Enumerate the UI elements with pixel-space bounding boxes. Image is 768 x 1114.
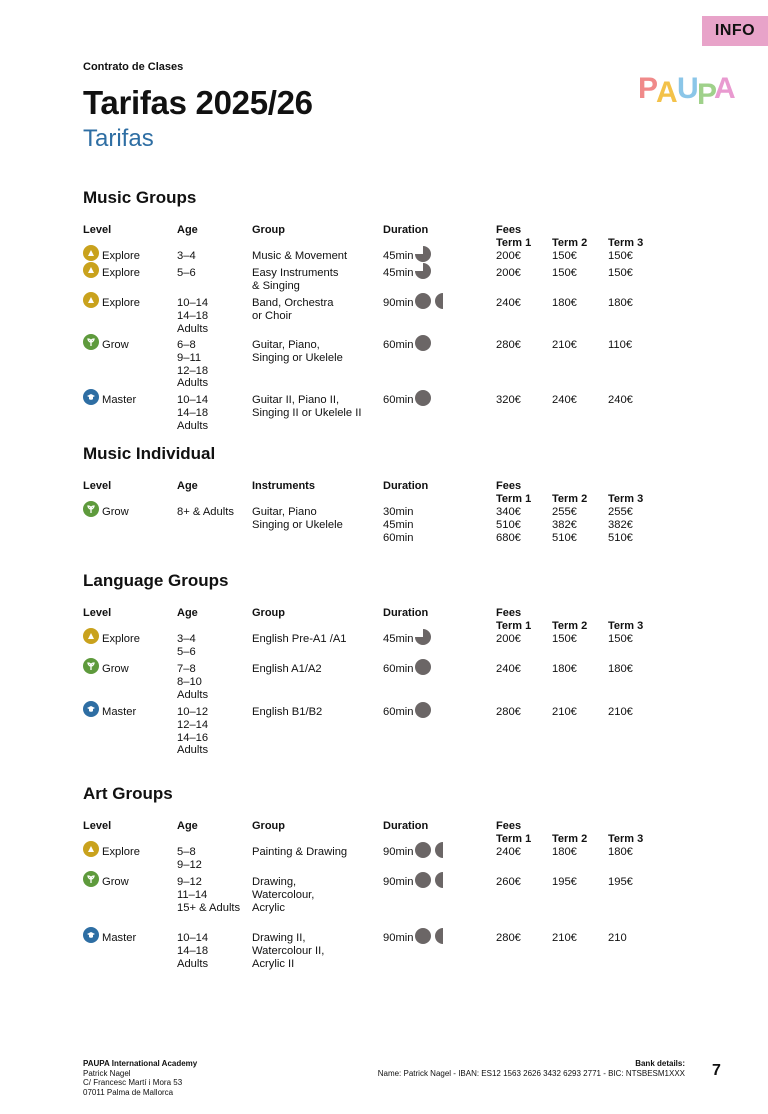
header-term3: Term 3 xyxy=(608,833,644,845)
header-group: Group xyxy=(252,224,285,236)
cell-age: 9–12 11–14 15+ & Adults xyxy=(177,876,241,914)
cell-term1-fee: 240€ xyxy=(496,297,521,309)
footer-bank xyxy=(378,1059,685,1078)
svg-text:P: P xyxy=(697,78,718,111)
section-music-groups xyxy=(83,188,703,432)
header-term1: Term 1 xyxy=(496,237,532,249)
section-music-individual xyxy=(83,444,703,544)
cell-term2-fee: 195€ xyxy=(552,876,577,888)
cell-duration xyxy=(383,846,449,859)
level-label: Explore xyxy=(102,250,140,262)
cell-level xyxy=(83,250,140,263)
master-level-icon xyxy=(83,389,99,405)
header-level: Level xyxy=(83,607,112,619)
cell-level xyxy=(83,394,136,407)
cell-duration xyxy=(383,339,431,352)
svg-text:U: U xyxy=(677,72,699,105)
cell-term3-fee: 150€ xyxy=(608,267,633,279)
cell-age: 10–14 14–18 Adults xyxy=(177,394,209,432)
master-level-icon xyxy=(83,701,99,717)
table-header xyxy=(83,820,703,846)
cell-level xyxy=(83,706,136,719)
cell-term2-fee: 150€ xyxy=(552,633,577,645)
explore-level-icon xyxy=(83,841,99,857)
duration-half-icon xyxy=(433,842,449,858)
table-header xyxy=(83,480,703,506)
section-heading: Art Groups xyxy=(83,784,173,803)
cell-term3-fee: 180€ xyxy=(608,297,633,309)
header-term2: Term 2 xyxy=(552,620,588,632)
header-term1: Term 1 xyxy=(496,493,532,505)
cell-term2-fee: 150€ xyxy=(552,267,577,279)
duration-full-icon xyxy=(415,659,431,675)
cell-term3-fee: 180€ xyxy=(608,663,633,675)
cell-term3-fee: 150€ xyxy=(608,250,633,262)
header-level: Level xyxy=(83,820,112,832)
cell-level xyxy=(83,932,136,945)
level-label: Grow xyxy=(102,876,129,888)
cell-duration xyxy=(383,506,413,544)
cell-term2-fee: 210€ xyxy=(552,932,577,944)
duration-label: 90min xyxy=(383,846,414,858)
duration-full-icon xyxy=(415,928,431,944)
cell-term1-fee: 200€ xyxy=(496,267,521,279)
header-age: Age xyxy=(177,480,198,492)
header-level: Level xyxy=(83,224,112,236)
cell-group: Guitar II, Piano II, Singing II or Ukelele II xyxy=(252,394,362,419)
footer-org: PAUPA International Academy xyxy=(83,1059,198,1068)
footer-city: 07011 Palma de Mallorca xyxy=(83,1087,174,1097)
cell-level xyxy=(83,876,129,889)
cell-age: 10–12 12–14 14–16 Adults xyxy=(177,706,209,757)
cell-level xyxy=(83,846,140,859)
grow-level-icon xyxy=(83,871,99,887)
cell-level xyxy=(83,633,140,646)
page-subtitle: Tarifas xyxy=(83,125,154,152)
level-label: Grow xyxy=(102,506,129,518)
header-term3: Term 3 xyxy=(608,237,644,249)
duration-label: 60min xyxy=(383,394,414,406)
duration-label: 60min xyxy=(383,706,414,718)
grow-level-icon xyxy=(83,658,99,674)
cell-group: English A1/A2 xyxy=(252,663,322,675)
header-fees: Fees xyxy=(496,820,522,832)
explore-level-icon xyxy=(83,292,99,308)
cell-duration xyxy=(383,394,431,407)
cell-term2-fee: 150€ xyxy=(552,250,577,262)
cell-level xyxy=(83,297,140,310)
page-number: 7 xyxy=(712,1062,721,1079)
cell-term2-fee: 240€ xyxy=(552,394,577,406)
header-group: Group xyxy=(252,820,285,832)
cell-term1-fee: 280€ xyxy=(496,339,521,351)
header-duration: Duration xyxy=(383,607,429,619)
duration-half-icon xyxy=(433,928,449,944)
cell-term1-fee: 280€ xyxy=(496,706,521,718)
explore-level-icon xyxy=(83,628,99,644)
duration-full-icon xyxy=(415,842,431,858)
duration-label: 45min xyxy=(383,633,414,645)
duration-three-quarter-icon xyxy=(415,263,431,279)
header-term2: Term 2 xyxy=(552,493,588,505)
cell-duration xyxy=(383,706,431,719)
cell-level xyxy=(83,267,140,280)
table-header xyxy=(83,224,703,250)
cell-age: 5–6 xyxy=(177,267,196,279)
cell-term3-fee: 180€ xyxy=(608,846,633,858)
cell-term3-fee: 210€ xyxy=(608,706,633,718)
cell-term3-fee: 210 xyxy=(608,932,627,944)
page-title: Tarifas 2025/26 xyxy=(83,84,313,121)
header-age: Age xyxy=(177,820,198,832)
explore-level-icon xyxy=(83,245,99,261)
cell-age: 8+ & Adults xyxy=(177,506,234,518)
duration-label: 90min xyxy=(383,297,414,309)
paupa-logo xyxy=(636,64,736,128)
cell-duration xyxy=(383,267,431,280)
cell-term2-fee: 180€ xyxy=(552,297,577,309)
footer-street: C/ Francesc Martí i Mora 53 xyxy=(83,1078,183,1087)
header-fees: Fees xyxy=(496,224,522,236)
cell-term1-fee: 240€ xyxy=(496,846,521,858)
cell-term2-fee: 210€ xyxy=(552,706,577,718)
grow-level-icon xyxy=(83,501,99,517)
cell-level xyxy=(83,339,129,352)
cell-group: Guitar, Piano Singing or Ukelele xyxy=(252,506,343,531)
duration-three-quarter-icon xyxy=(415,246,431,262)
cell-level xyxy=(83,506,129,519)
cell-age: 7–8 8–10 Adults xyxy=(177,663,209,701)
cell-duration xyxy=(383,663,431,676)
cell-group: Painting & Drawing xyxy=(252,846,348,858)
cell-age: 5–8 9–12 xyxy=(177,846,202,871)
cell-term3-fee: 240€ xyxy=(608,394,633,406)
duration-label: 45min xyxy=(383,267,414,279)
level-label: Explore xyxy=(102,297,140,309)
duration-label: 60min xyxy=(383,339,414,351)
cell-age: 3–4 5–6 xyxy=(177,633,196,658)
cell-term2-fee: 255€ 382€ 510€ xyxy=(552,506,577,544)
duration-label: 30min 45min 60min xyxy=(383,506,414,544)
footer-bank-label: Bank details: xyxy=(635,1059,685,1068)
footer-address xyxy=(83,1059,197,1097)
cell-term1-fee: 280€ xyxy=(496,932,521,944)
cell-duration xyxy=(383,876,449,889)
level-label: Master xyxy=(102,394,137,406)
header-duration: Duration xyxy=(383,820,429,832)
header-term2: Term 2 xyxy=(552,833,588,845)
svg-text:A: A xyxy=(714,72,736,105)
cell-level xyxy=(83,663,129,676)
level-label: Grow xyxy=(102,663,129,675)
header-fees: Fees xyxy=(496,480,522,492)
header-term3: Term 3 xyxy=(608,620,644,632)
cell-group: Guitar, Piano, Singing or Ukelele xyxy=(252,339,343,364)
cell-term1-fee: 320€ xyxy=(496,394,521,406)
cell-duration xyxy=(383,633,431,646)
duration-three-quarter-icon xyxy=(415,629,431,645)
level-label: Explore xyxy=(102,846,140,858)
info-tab: INFO xyxy=(702,16,768,46)
cell-term2-fee: 180€ xyxy=(552,663,577,675)
cell-term2-fee: 210€ xyxy=(552,339,577,351)
level-label: Grow xyxy=(102,339,129,351)
header-fees: Fees xyxy=(496,607,522,619)
duration-label: 60min xyxy=(383,663,414,675)
header-age: Age xyxy=(177,224,198,236)
cell-age: 10–14 14–18 Adults xyxy=(177,932,209,970)
header-group: Group xyxy=(252,607,285,619)
header-duration: Duration xyxy=(383,480,429,492)
section-heading: Music Groups xyxy=(83,188,197,207)
cell-term3-fee: 255€ 382€ 510€ xyxy=(608,506,633,544)
explore-level-icon xyxy=(83,262,99,278)
header-term1: Term 1 xyxy=(496,833,532,845)
header-term2: Term 2 xyxy=(552,237,588,249)
duration-full-icon xyxy=(415,872,431,888)
duration-label: 90min xyxy=(383,932,414,944)
cell-age: 6–8 9–11 12–18 Adults xyxy=(177,339,209,390)
header-term1: Term 1 xyxy=(496,620,532,632)
duration-half-icon xyxy=(433,293,449,309)
cell-group: Drawing II, Watercolour II, Acrylic II xyxy=(252,932,325,970)
cell-term3-fee: 110€ xyxy=(608,339,633,351)
section-art-groups xyxy=(83,784,703,970)
header-instruments: Instruments xyxy=(252,480,315,492)
cell-term1-fee: 260€ xyxy=(496,876,521,888)
duration-full-icon xyxy=(415,702,431,718)
duration-full-icon xyxy=(415,390,431,406)
doc-label: Contrato de Clases xyxy=(83,61,184,73)
cell-duration xyxy=(383,250,431,263)
master-level-icon xyxy=(83,927,99,943)
footer-bank-line: Name: Patrick Nagel - IBAN: ES12 1563 2626 3432 6293 2771 - BIC: NTSBESM1XXX xyxy=(377,1068,685,1078)
cell-duration xyxy=(383,297,449,310)
cell-term3-fee: 195€ xyxy=(608,876,633,888)
cell-group: Drawing, Watercolour, Acrylic xyxy=(252,876,315,914)
cell-term2-fee: 180€ xyxy=(552,846,577,858)
section-language-groups xyxy=(83,571,703,757)
level-label: Explore xyxy=(102,267,140,279)
cell-age: 10–14 14–18 Adults xyxy=(177,297,209,335)
duration-half-icon xyxy=(433,872,449,888)
cell-term3-fee: 150€ xyxy=(608,633,633,645)
cell-group: Music & Movement xyxy=(252,250,348,262)
cell-duration xyxy=(383,932,449,945)
cell-term1-fee: 200€ xyxy=(496,633,521,645)
cell-group: Easy Instruments & Singing xyxy=(252,267,339,292)
section-heading: Music Individual xyxy=(83,444,216,463)
cell-age: 3–4 xyxy=(177,250,196,262)
duration-full-icon xyxy=(415,293,431,309)
cell-term1-fee: 240€ xyxy=(496,663,521,675)
level-label: Master xyxy=(102,932,137,944)
header-level: Level xyxy=(83,480,112,492)
cell-group: English B1/B2 xyxy=(252,706,323,718)
section-heading: Language Groups xyxy=(83,571,229,590)
level-label: Master xyxy=(102,706,137,718)
level-label: Explore xyxy=(102,633,140,645)
duration-label: 90min xyxy=(383,876,414,888)
table-header xyxy=(83,607,703,633)
cell-group: Band, Orchestra or Choir xyxy=(252,297,334,322)
cell-term1-fee: 200€ xyxy=(496,250,521,262)
footer-name: Patrick Nagel xyxy=(83,1068,131,1078)
grow-level-icon xyxy=(83,334,99,350)
header-duration: Duration xyxy=(383,224,429,236)
cell-group: English Pre-A1 /A1 xyxy=(252,633,347,645)
svg-text:P: P xyxy=(638,72,659,105)
duration-full-icon xyxy=(415,335,431,351)
cell-term1-fee: 340€ 510€ 680€ xyxy=(496,506,521,544)
svg-text:A: A xyxy=(656,76,678,109)
duration-label: 45min xyxy=(383,250,414,262)
header-age: Age xyxy=(177,607,198,619)
header-term3: Term 3 xyxy=(608,493,644,505)
